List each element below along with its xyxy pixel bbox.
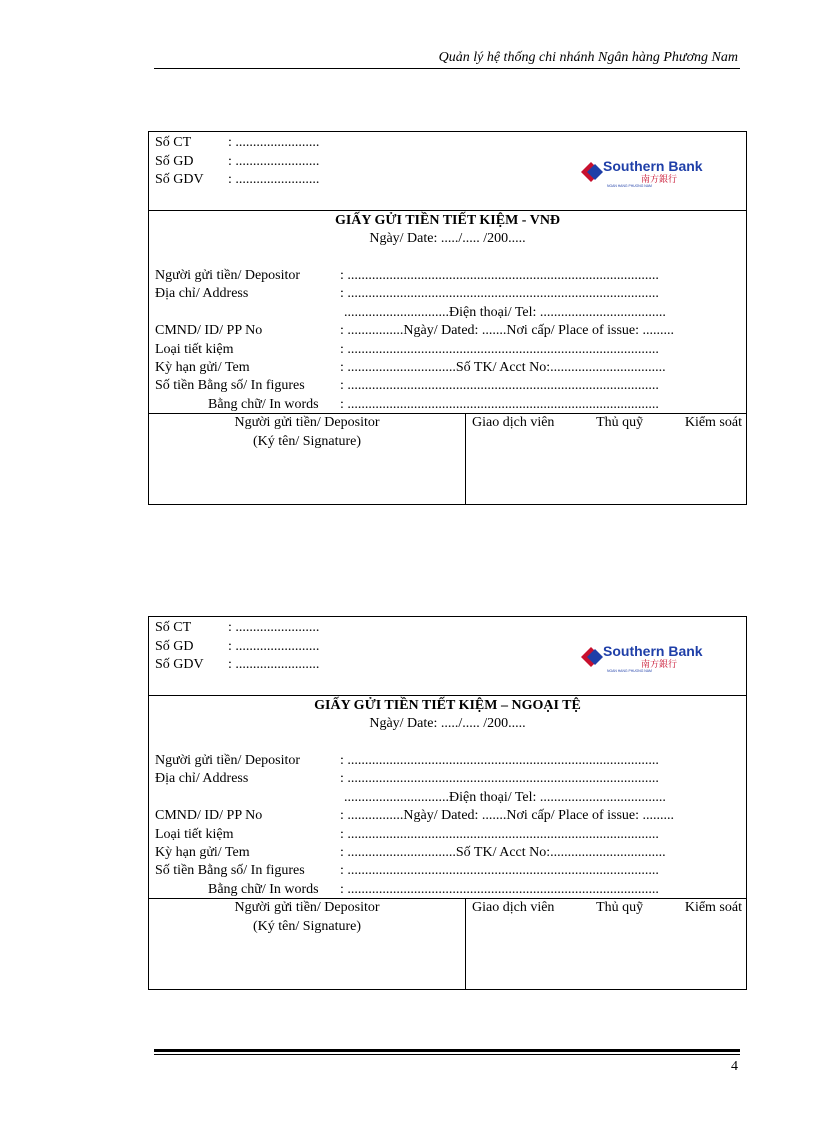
page-number: 4 bbox=[731, 1059, 738, 1074]
signature-section bbox=[149, 899, 746, 989]
field-value: : ......................................................................................... bbox=[340, 826, 659, 842]
staff-signatures bbox=[472, 899, 742, 918]
code-label: Số CT bbox=[155, 135, 192, 150]
form-code-section bbox=[149, 617, 746, 696]
field-depositor[interactable] bbox=[155, 267, 725, 285]
field-label: Người gửi tiền/ Depositor bbox=[155, 753, 301, 768]
code-label: Số GDV bbox=[155, 172, 204, 187]
field-value: : ......................................................................................... bbox=[340, 881, 659, 897]
staff-teller: Giao dịch viên bbox=[472, 415, 555, 430]
code-label: Số GD bbox=[155, 638, 194, 654]
field-depositor[interactable] bbox=[155, 752, 725, 770]
field-value: : ......................................................................................... bbox=[340, 771, 659, 787]
form-date: Ngày/ Date: ...../..... /200..... bbox=[369, 716, 526, 731]
form-codes bbox=[155, 134, 319, 190]
field-value: : ......................................................................................... bbox=[340, 341, 659, 357]
signature-section bbox=[149, 414, 746, 504]
code-value: : ........................ bbox=[228, 172, 320, 187]
deposit-form-foreign bbox=[148, 616, 747, 990]
field-value: ..............................Điện thoại/ Tel: .................................... bbox=[344, 304, 666, 320]
southern-bank-logo bbox=[579, 156, 729, 188]
field-address[interactable] bbox=[155, 285, 725, 303]
field-value: : ......................................................................................... bbox=[340, 378, 659, 394]
code-row bbox=[155, 638, 319, 657]
field-label: Địa chỉ/ Address bbox=[155, 771, 249, 787]
form-codes bbox=[155, 619, 319, 675]
code-value: : ........................ bbox=[228, 638, 320, 654]
field-phone[interactable] bbox=[155, 789, 725, 807]
page-header-title: Quản lý hệ thống chi nhánh Ngân hàng Phương Nam bbox=[438, 50, 738, 65]
code-value: : ........................ bbox=[228, 135, 320, 150]
field-label: Kỳ hạn gửi/ Tem bbox=[155, 360, 250, 376]
footer-rule-thin bbox=[154, 1054, 740, 1055]
signature-label: Người gửi tiền/ Depositor bbox=[234, 415, 380, 430]
field-label: Số tiền Bằng số/ In figures bbox=[155, 378, 305, 394]
field-value: : ......................................................................................... bbox=[340, 268, 659, 283]
logo-chinese: 南方銀行 bbox=[641, 175, 678, 185]
form-date: Ngày/ Date: ...../..... /200..... bbox=[369, 231, 526, 246]
field-label: Số tiền Bằng số/ In figures bbox=[155, 863, 305, 879]
field-label: CMND/ ID/ PP No bbox=[155, 808, 263, 824]
signature-label: Người gửi tiền/ Depositor bbox=[234, 900, 380, 915]
form-body bbox=[149, 211, 746, 414]
signature-sublabel: (Ký tên/ Signature) bbox=[252, 918, 362, 934]
logo-subtitle: NGAN HANG PHUONG NAM bbox=[607, 184, 652, 188]
logo-brand-name: Southern Bank bbox=[603, 158, 703, 174]
field-value: : ......................................................................................... bbox=[340, 863, 659, 879]
signature-sublabel: (Ký tên/ Signature) bbox=[252, 433, 362, 449]
field-value: : ................Ngày/ Dated: .......Nơi cấp/ Place of issue: ......... bbox=[340, 323, 675, 339]
form-code-section bbox=[149, 132, 746, 211]
staff-teller: Giao dịch viên bbox=[472, 900, 555, 915]
code-label: Số GD bbox=[155, 153, 194, 169]
form-title: GIẤY GỬI TIỀN TIẾT KIỆM – NGOẠI TỆ bbox=[314, 698, 581, 713]
field-savings-type[interactable] bbox=[155, 341, 725, 359]
logo-subtitle: NGAN HANG PHUONG NAM bbox=[607, 669, 652, 673]
southern-bank-logo bbox=[579, 641, 729, 673]
staff-supervisor: Kiểm soát bbox=[684, 900, 742, 915]
field-phone[interactable] bbox=[155, 304, 725, 322]
field-value: : ................Ngày/ Dated: .......Nơi cấp/ Place of issue: ......... bbox=[340, 808, 675, 824]
field-amount-figures[interactable] bbox=[155, 862, 725, 880]
form-fields bbox=[155, 752, 725, 899]
code-value: : ........................ bbox=[228, 657, 320, 672]
field-amount-figures[interactable] bbox=[155, 377, 725, 395]
field-label: Bằng chữ/ In words bbox=[208, 396, 319, 412]
code-label: Số GDV bbox=[155, 657, 204, 672]
code-row bbox=[155, 656, 319, 675]
form-fields bbox=[155, 267, 725, 414]
code-label: Số CT bbox=[155, 620, 192, 635]
field-term[interactable] bbox=[155, 359, 725, 377]
staff-signatures bbox=[472, 414, 742, 433]
field-label: Người gửi tiền/ Depositor bbox=[155, 268, 301, 283]
depositor-signature-box[interactable] bbox=[149, 414, 466, 504]
field-id[interactable] bbox=[155, 322, 725, 340]
code-row bbox=[155, 171, 319, 190]
field-amount-words[interactable] bbox=[155, 396, 725, 414]
code-value: : ........................ bbox=[228, 620, 320, 635]
logo-chinese: 南方銀行 bbox=[641, 660, 678, 670]
logo-brand-name: Southern Bank bbox=[603, 643, 703, 659]
staff-supervisor: Kiểm soát bbox=[684, 415, 742, 430]
field-savings-type[interactable] bbox=[155, 826, 725, 844]
field-label: Kỳ hạn gửi/ Tem bbox=[155, 845, 250, 861]
field-value: : ......................................................................................... bbox=[340, 753, 659, 768]
form-body bbox=[149, 696, 746, 899]
field-value: : ......................................................................................... bbox=[340, 396, 659, 412]
code-value: : ........................ bbox=[228, 153, 320, 169]
field-label: Loại tiết kiệm bbox=[155, 826, 234, 842]
staff-cashier: Thủ quỹ bbox=[596, 900, 644, 915]
field-value: : ......................................................................................... bbox=[340, 286, 659, 302]
deposit-form-vnd bbox=[148, 131, 747, 505]
depositor-signature-box[interactable] bbox=[149, 899, 466, 989]
code-row bbox=[155, 134, 319, 153]
field-label: Loại tiết kiệm bbox=[155, 341, 234, 357]
staff-cashier: Thủ quỹ bbox=[596, 415, 644, 430]
field-value: : ...............................Số TK/ Acct No:................................. bbox=[340, 845, 666, 861]
code-row bbox=[155, 619, 319, 638]
field-value: : ...............................Số TK/ Acct No:................................. bbox=[340, 360, 666, 376]
form-title: GIẤY GỬI TIỀN TIẾT KIỆM - VNĐ bbox=[334, 213, 561, 228]
field-amount-words[interactable] bbox=[155, 881, 725, 899]
field-id[interactable] bbox=[155, 807, 725, 825]
field-label: Bằng chữ/ In words bbox=[208, 881, 319, 897]
field-label: Địa chỉ/ Address bbox=[155, 286, 249, 302]
field-value: ..............................Điện thoại/ Tel: .................................... bbox=[344, 789, 666, 805]
header-rule bbox=[154, 68, 740, 69]
footer-rule-thick bbox=[154, 1049, 740, 1052]
code-row bbox=[155, 153, 319, 172]
field-term[interactable] bbox=[155, 844, 725, 862]
field-label: CMND/ ID/ PP No bbox=[155, 323, 263, 339]
field-address[interactable] bbox=[155, 770, 725, 788]
